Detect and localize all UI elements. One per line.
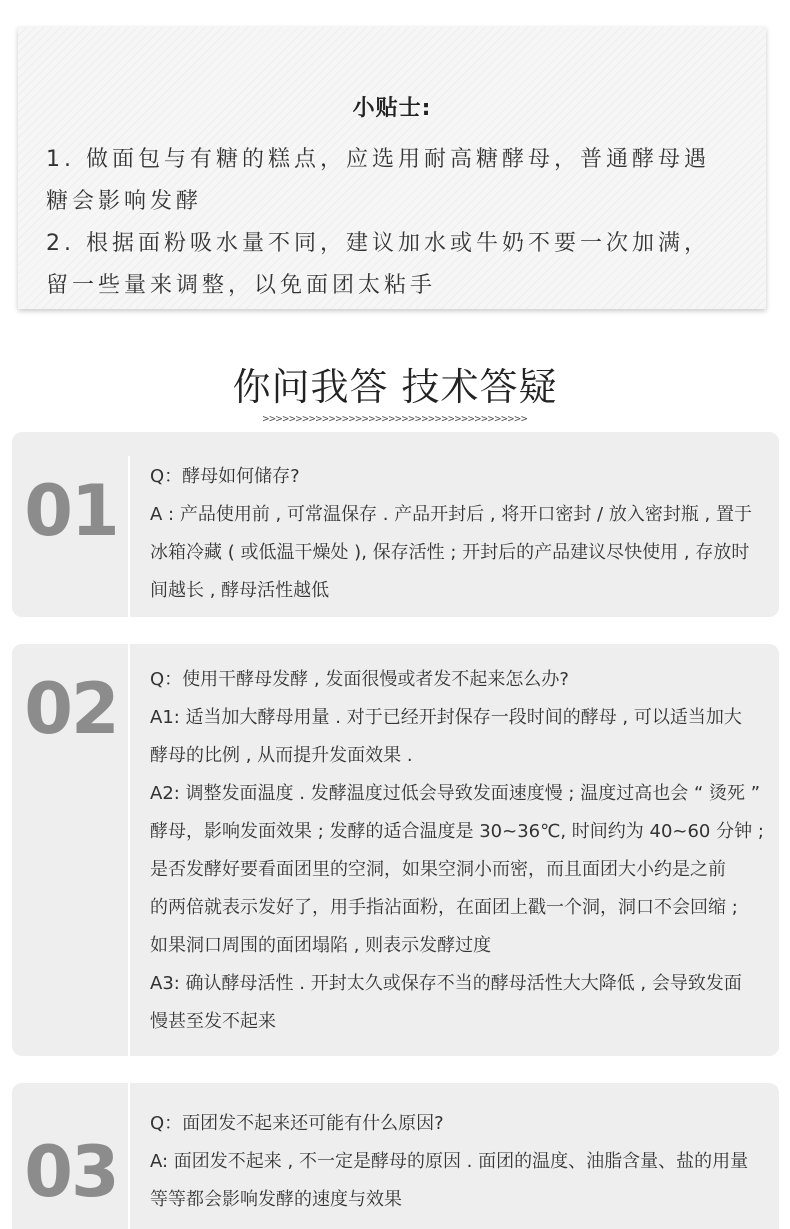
qa-content [150,661,765,1041]
qa-divider [128,1083,130,1229]
tips-title: 小贴士: [352,96,432,121]
answer-text: 间越长 , 酵母活性越低 [150,580,330,601]
answer-text: 是否发酵好要看面团里的空洞，如果空洞小而密，而且面团大小约是之前 [150,859,726,880]
answer-text: 酵母，影响发面效果 ; 发酵的适合温度是 30~36℃, 时间约为 40~60 分钟 ; [150,821,764,842]
qa-content [150,1105,765,1219]
answer-text: A1: 适当加大酵母用量 . 对于已经开封保存一段时间的酵母 , 可以适当加大 [150,707,742,728]
answer-text: A: 面团发不起来 , 不一定是酵母的原因 . 面团的温度、油脂含量、盐的用量 [150,1151,749,1172]
qa-card-02 [12,644,779,1056]
answer-text: 酵母的比例 , 从而提升发面效果 . [150,745,413,766]
tips-body [46,139,746,307]
answer-text: 的两倍就表示发好了，用手指沾面粉，在面团上戳一个洞，洞口不会回缩 ; [150,897,738,918]
answer-text: 如果洞口周围的面团塌陷 , 则表示发酵过度 [150,935,492,956]
qa-card-03 [12,1083,779,1229]
question-text: Q：使用干酵母发酵 , 发面很慢或者发不起来怎么办? [150,669,569,690]
qa-divider [128,456,130,617]
tips-box [18,27,766,309]
qa-number: 02 [24,668,118,750]
question-text: Q：面团发不起来还可能有什么原因? [150,1113,444,1134]
answer-text: 冰箱冷藏 ( 或低温干燥处 ), 保存活性 ; 开封后的产品建议尽快使用 , 存放时 [150,542,750,563]
question-text: Q：酵母如何储存? [150,466,300,487]
tip-line: 留一些量来调整，以免面团太粘手 [46,273,437,298]
qa-card-01 [12,432,779,617]
qa-number: 01 [24,470,118,552]
tip-line: 糖会影响发酵 [46,189,203,214]
tip-line: 1. 做面包与有糖的糕点，应选用耐高糖酵母，普通酵母遇 [46,147,710,172]
arrow-divider: >>>>>>>>>>>>>>>>>>>>>>>>>>>>>>>>>>>>>>>> [262,412,528,425]
answer-text: A2: 调整发面温度 . 发酵温度过低会导致发面速度慢 ; 温度过高也会 “ 烫死 ” [150,783,761,804]
qa-divider [128,644,130,1056]
answer-text: 等等都会影响发酵的速度与效果 [150,1189,402,1210]
answer-text: A : 产品使用前 , 可常温保存 . 产品开封后 , 将开口密封 / 放入密封瓶 , 置于 [150,504,752,525]
qa-content [150,458,765,610]
answer-text: 慢甚至发不起来 [150,1011,276,1032]
tip-line: 2. 根据面粉吸水量不同，建议加水或牛奶不要一次加满， [46,231,710,256]
section-title: 你问我答 技术答疑 [232,365,558,409]
qa-number: 03 [24,1131,118,1213]
answer-text: A3: 确认酵母活性 . 开封太久或保存不当的酵母活性大大降低 , 会导致发面 [150,973,742,994]
